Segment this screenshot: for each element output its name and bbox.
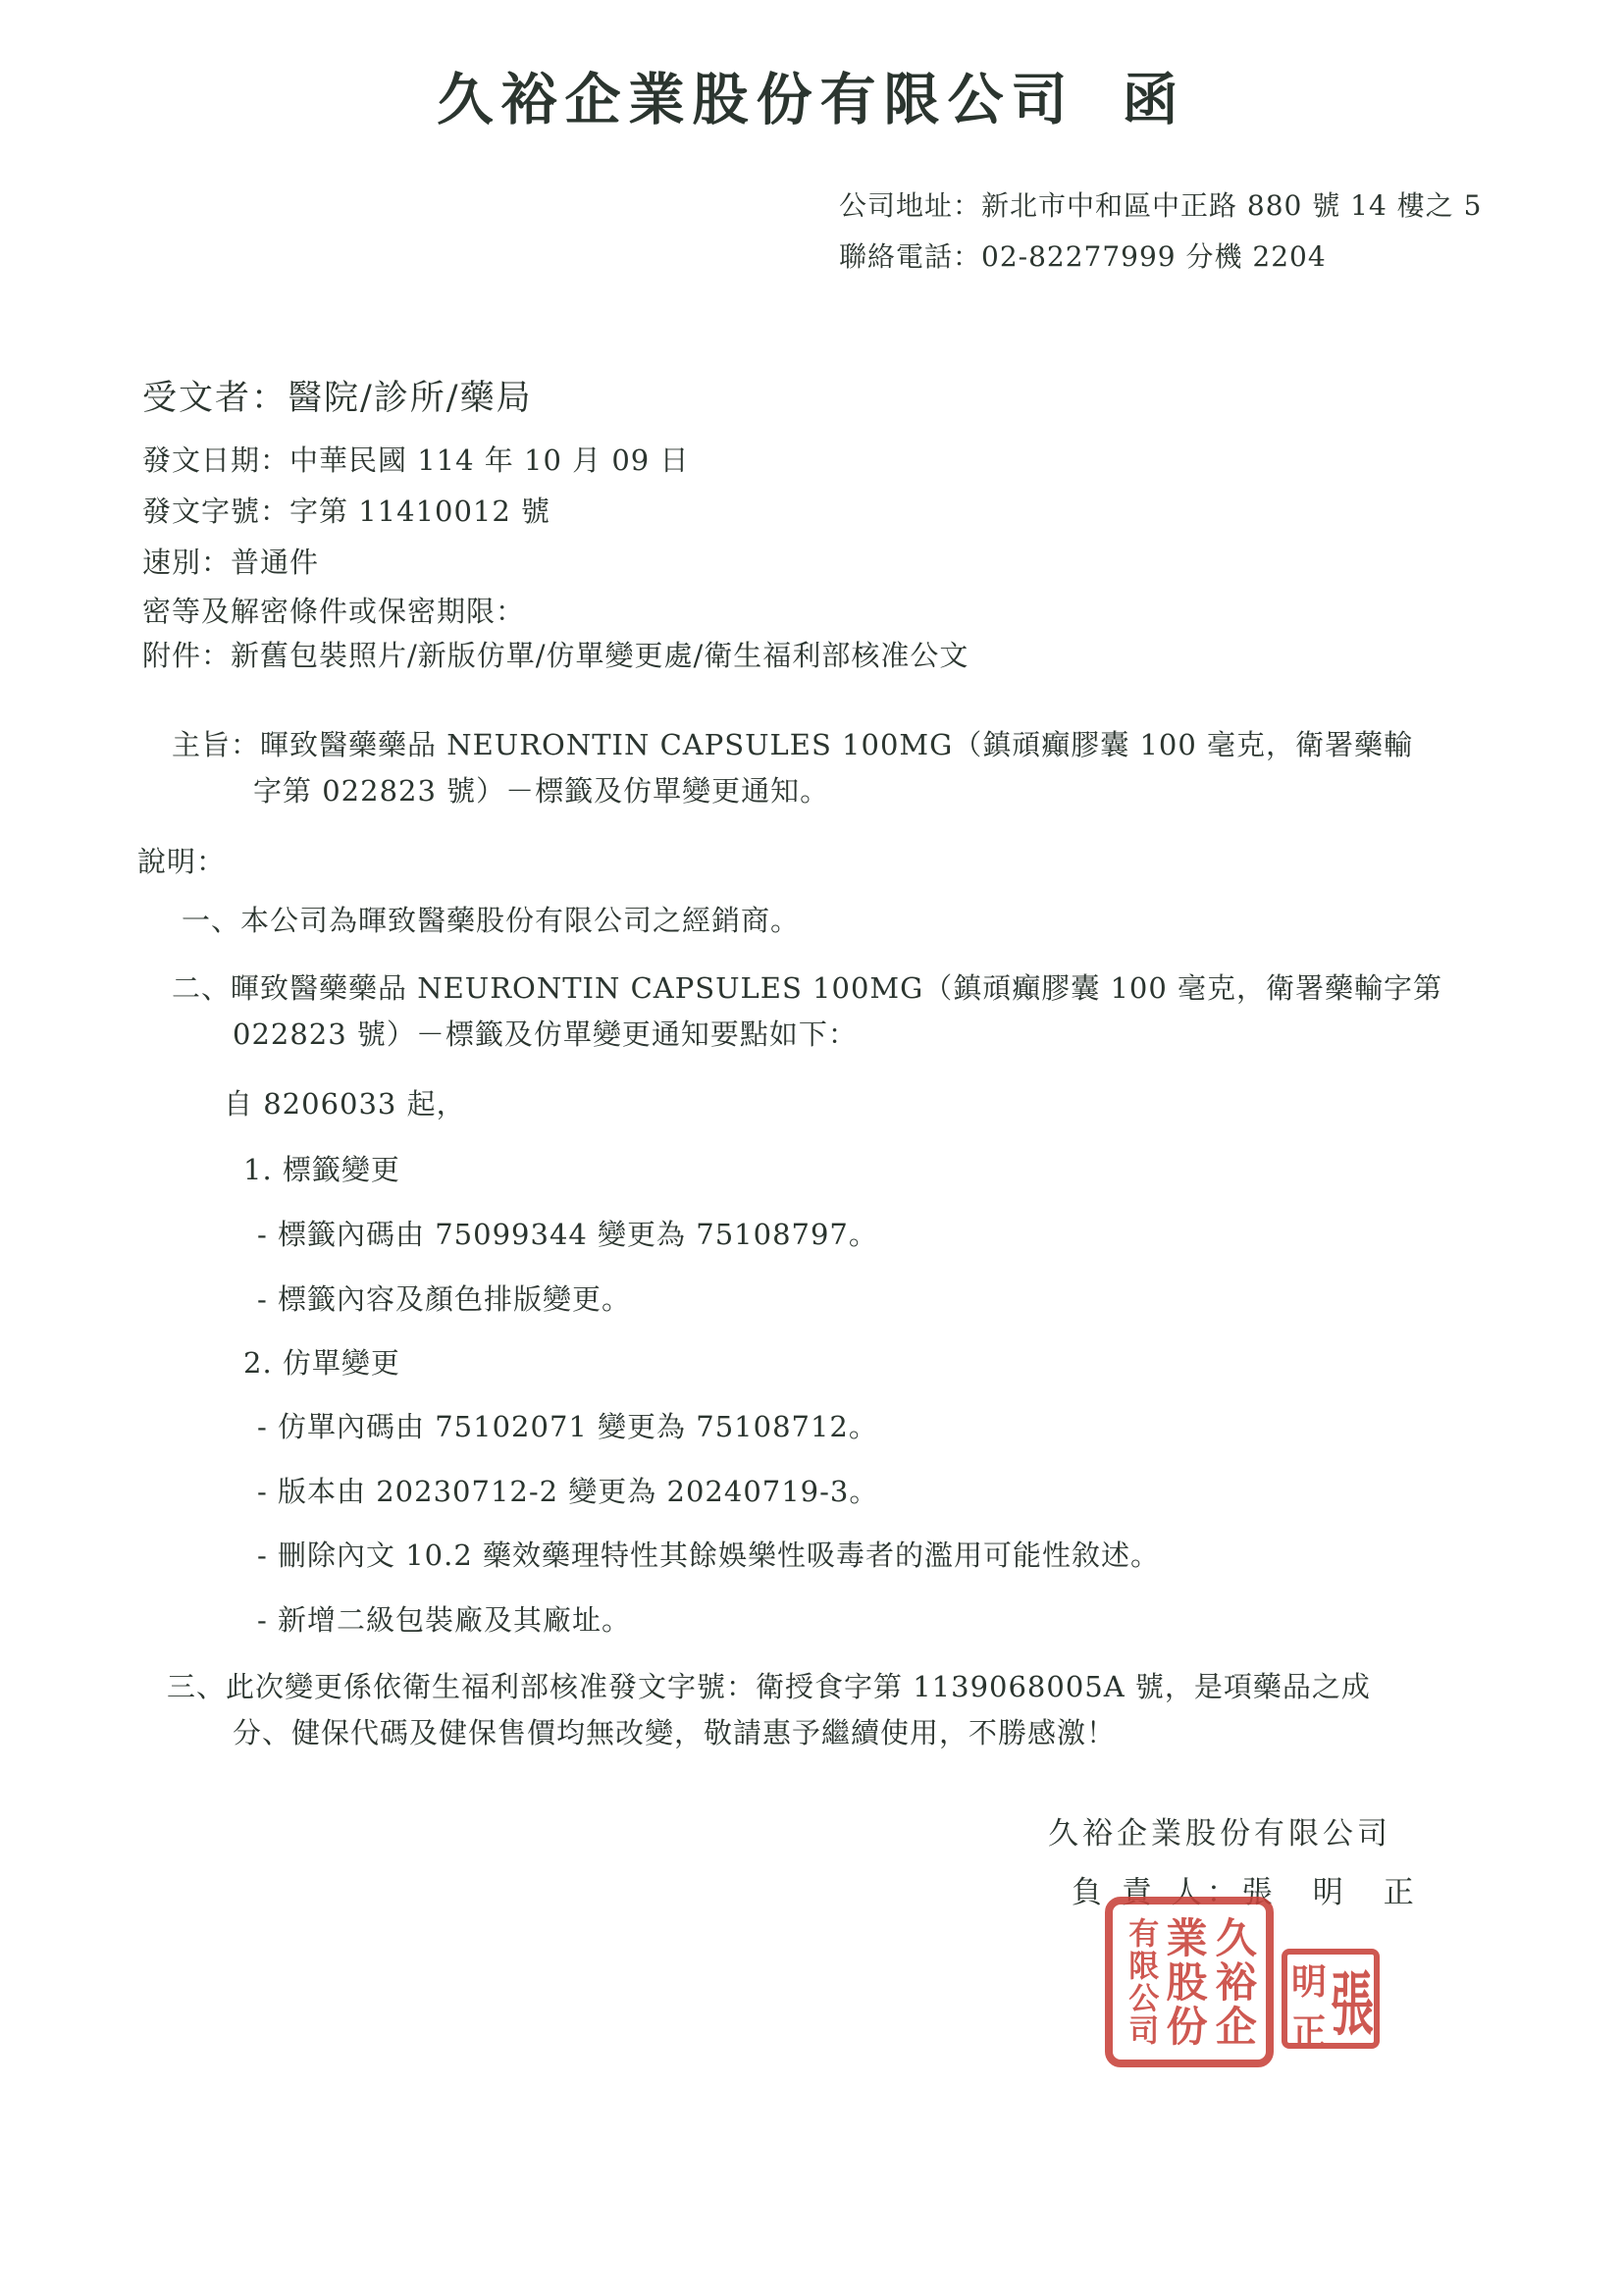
- label-change-item-2: - 標籤內容及顏色排版變更。: [257, 1282, 632, 1316]
- personal-seal-char-ming: 明: [1290, 1961, 1327, 2003]
- company-seal-column-right: 久裕企: [1209, 1915, 1258, 2049]
- issue-date-line: 發文日期：中華民國 114 年 10 月 09 日: [142, 444, 690, 477]
- company-seal-column-left: 有限公司: [1123, 1917, 1159, 2047]
- personal-seal-char-zheng: 正: [1290, 2011, 1327, 2053]
- subject-line-2: 字第 022823 號）－標籤及仿單變更通知。: [253, 774, 830, 808]
- doc-number-line: 發文字號：字第 11410012 號: [142, 495, 551, 528]
- recipient-line: 受文者：醫院/診所/藥局: [142, 379, 533, 418]
- explanation-item-3-line-2: 分、健保代碼及健保售價均無改變，敬請惠予繼續使用，不勝感激！: [233, 1716, 1117, 1749]
- explanation-item-2-line-2: 022823 號）－標籤及仿單變更通知要點如下：: [233, 1018, 858, 1051]
- signature-responsible-person: 負 責 人：張 明 正: [1072, 1875, 1419, 1910]
- insert-change-item-2: - 版本由 20230712-2 變更為 20240719-3。: [257, 1475, 879, 1508]
- effective-from-line: 自 8206033 起，: [224, 1087, 466, 1121]
- personal-seal-stamp: [1282, 1949, 1380, 2053]
- speed-class-line: 速別：普通件: [142, 546, 320, 579]
- label-change-item-1: - 標籤內碼由 75099344 變更為 75108797。: [257, 1218, 878, 1251]
- personal-seal-surname: 張: [1331, 1965, 1374, 2046]
- personal-seal-given-name: [1287, 1955, 1331, 2053]
- explanation-item-2-line-1: 二、暉致醫藥藥品 NEURONTIN CAPSULES 100MG（鎮頑癲膠囊 100 毫克，衛署藥輸字第: [172, 971, 1443, 1005]
- company-seal-column-middle: 業股份: [1160, 1915, 1209, 2049]
- company-seal-stamp: [1105, 1897, 1274, 2067]
- company-address: 公司地址：新北市中和區中正路 880 號 14 樓之 5: [839, 189, 1483, 222]
- insert-change-item-3: - 刪除內文 10.2 藥效藥理特性其餘娛樂性吸毒者的濫用可能性敘述。: [257, 1539, 1161, 1572]
- letterhead-title: [0, 55, 1623, 135]
- label-change-title: 1. 標籤變更: [243, 1153, 400, 1186]
- company-phone: 聯絡電話：02-82277999 分機 2204: [839, 240, 1327, 273]
- company-name: 久裕企業股份有限公司: [437, 67, 1075, 132]
- explanation-label: 說明：: [137, 845, 227, 878]
- insert-change-title: 2. 仿單變更: [243, 1346, 400, 1380]
- insert-change-item-1: - 仿單內碼由 75102071 變更為 75108712。: [257, 1410, 878, 1443]
- subject-line-1: 主旨：暉致醫藥藥品 NEURONTIN CAPSULES 100MG（鎮頑癲膠囊 100 毫克，衛署藥輸: [172, 728, 1414, 761]
- doc-type-label: 函: [1122, 67, 1186, 132]
- explanation-item-3-line-1: 三、此次變更係依衛生福利部核准發文字號：衛授食字第 1139068005A 號，是項藥品之成: [167, 1670, 1371, 1703]
- insert-change-item-4: - 新增二級包裝廠及其廠址。: [257, 1603, 632, 1637]
- explanation-item-1: 一、本公司為暉致醫藥股份有限公司之經銷商。: [182, 904, 801, 937]
- security-class-line: 密等及解密條件或保密期限：: [142, 595, 526, 628]
- signature-company: 久裕企業股份有限公司: [1048, 1816, 1391, 1852]
- attachments-line: 附件：新舊包裝照片/新版仿單/仿單變更處/衛生福利部核准公文: [142, 639, 969, 672]
